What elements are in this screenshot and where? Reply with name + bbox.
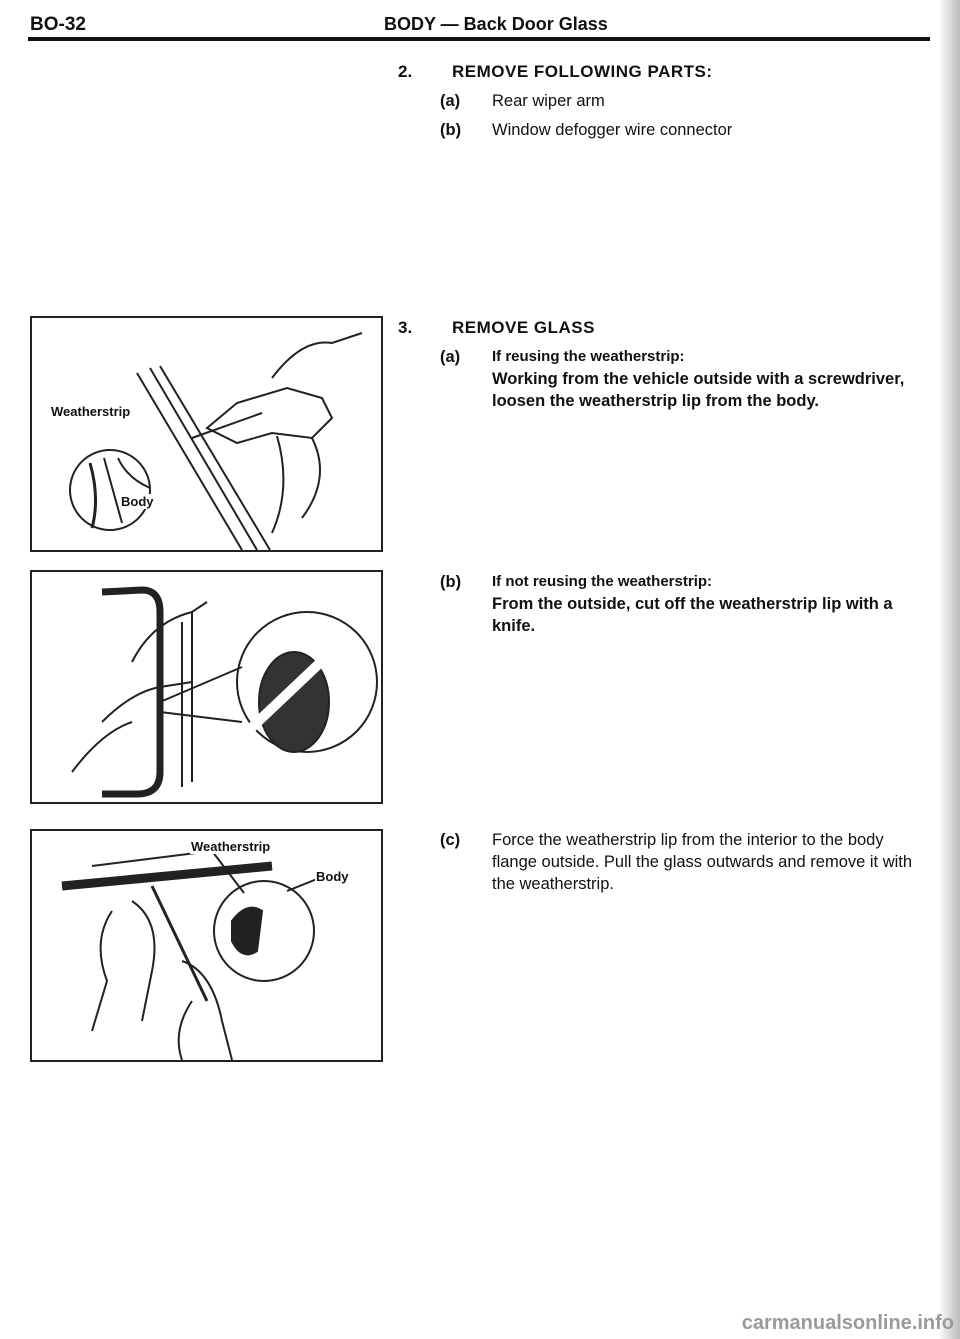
section-title: BODY — Back Door Glass (384, 14, 608, 34)
scan-edge-shadow (938, 0, 960, 1339)
item-letter: (a) (440, 348, 461, 366)
item-letter: (c) (440, 831, 461, 849)
illustration-screwdriver-loosen (32, 318, 381, 550)
item-letter: (b) (440, 121, 462, 139)
illustration-knife-cut (32, 572, 381, 802)
step-3-title: REMOVE GLASS (452, 318, 595, 337)
step-2-number: 2. (398, 62, 413, 81)
item-text: Working from the vehicle outside with a screwdriver, loosen the weatherstrip lip from the body. (492, 370, 905, 410)
step-3-item-a (440, 346, 930, 412)
step-3-item-c (440, 829, 930, 895)
item-text: Rear wiper arm (492, 92, 605, 110)
step-3 (398, 318, 595, 338)
step-2-item-a (440, 90, 930, 112)
header-rule (28, 37, 930, 41)
item-text: From the outside, cut off the weatherstrip lip with a knife. (492, 595, 893, 635)
label-body: Body (121, 494, 154, 509)
label-weatherstrip: Weatherstrip (51, 404, 131, 419)
step-3-number: 3. (398, 318, 413, 337)
item-letter: (b) (440, 573, 462, 591)
item-condition: If not reusing the weatherstrip: (492, 573, 713, 590)
item-condition: If reusing the weatherstrip: (492, 348, 685, 365)
page-code: BO-32 (30, 14, 86, 35)
figure-cut-weatherstrip (30, 570, 383, 804)
step-2-item-b (440, 119, 930, 141)
figure-loosen-weatherstrip (30, 316, 383, 552)
step-3-item-b (440, 571, 930, 637)
item-text: Window defogger wire connector (492, 121, 733, 139)
label-body: Body (316, 869, 349, 884)
watermark: carmanualsonline.info (741, 1312, 954, 1334)
step-2 (398, 62, 713, 82)
item-letter: (a) (440, 92, 461, 110)
label-weatherstrip: Weatherstrip (191, 839, 271, 854)
item-text: Force the weatherstrip lip from the interior to the body flange outside. Pull the glass outwards and remove it with the weatherstrip. (492, 831, 913, 893)
step-2-title: REMOVE FOLLOWING PARTS: (452, 62, 713, 81)
illustration-force-lip (32, 831, 381, 1060)
figure-force-weatherstrip (30, 829, 383, 1062)
